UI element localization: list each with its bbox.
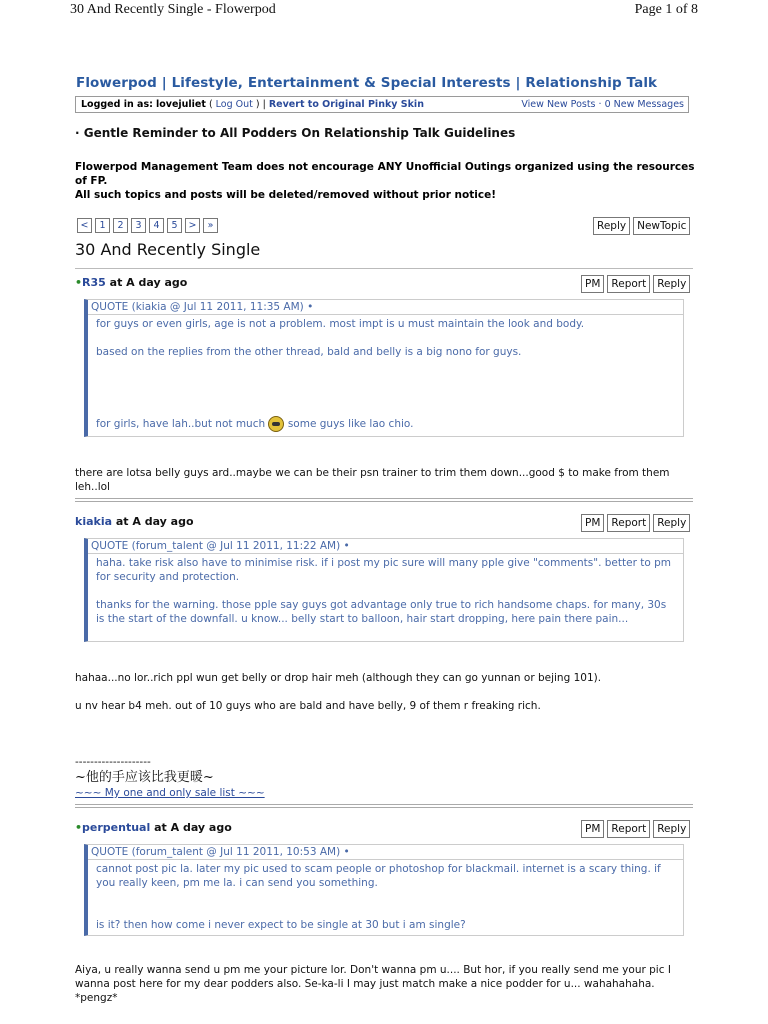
pager-page-1[interactable]: 1 (95, 218, 110, 233)
post-author-link[interactable]: kiakia (75, 515, 113, 528)
quote-line: for guys or even girls, age is not a problem. most impt is u must maintain the look and body. (96, 318, 585, 330)
thread-actions (593, 217, 690, 235)
guidelines-reminder-link[interactable]: · Gentle Reminder to All Podders On Relationship Talk Guidelines (75, 126, 516, 140)
post-author-link[interactable]: R35 (82, 276, 106, 289)
post-actions (581, 275, 690, 293)
paren-close: ) | (252, 99, 269, 110)
reply-button[interactable]: Reply (653, 275, 690, 293)
reply-button[interactable]: Reply (593, 217, 630, 235)
post-author-line (75, 821, 232, 834)
quote-line: is it? then how come i never expect to be single at 30 but i am single? (96, 919, 466, 931)
login-bar-right (521, 97, 684, 113)
quote-block (84, 844, 684, 936)
breadcrumb-site[interactable]: Flowerpod (76, 75, 157, 91)
new-messages-link[interactable]: 0 New Messages (604, 99, 684, 110)
post-author-link[interactable]: perpentual (82, 821, 151, 834)
document-title: 30 And Recently Single - Flowerpod (70, 2, 276, 17)
signature-text: ~他的手应该比我更暖~ (75, 770, 214, 785)
revert-skin-link[interactable]: Revert to Original Pinky Skin (268, 99, 424, 110)
divider (75, 268, 693, 269)
report-button[interactable]: Report (607, 514, 650, 532)
new-topic-button[interactable]: NewTopic (633, 217, 690, 235)
emoticon-icon (268, 416, 284, 432)
reply-button[interactable]: Reply (653, 514, 690, 532)
quote-line-with-emoticon (96, 416, 675, 432)
signature-sale-list-link[interactable]: ~~~ My one and only sale list ~~~ (75, 787, 265, 799)
breadcrumb-separator: | (515, 75, 521, 91)
report-button[interactable]: Report (607, 820, 650, 838)
quote-line: haha. take risk also have to minimise risk. if i post my pic sure will many pple give "comments". better to pm for security and protection. (96, 557, 672, 583)
post-body: Aiya, u really wanna send u pm me your picture lor. Don't wanna pm u.... But hor, if you really send me your pic I wanna post here for my dear podders also. Se-ka-li I may just match make a nice podder for u... wahahahaha. *pengz* (75, 964, 671, 1004)
login-username[interactable]: lovejuliet (155, 99, 206, 110)
pm-button[interactable]: PM (581, 820, 604, 838)
post-time: at A day ago (154, 821, 232, 834)
post-body: u nv hear b4 meh. out of 10 guys who are bald and have belly, 9 of them r freaking rich. (75, 700, 541, 712)
breadcrumb-forum[interactable]: Relationship Talk (525, 75, 658, 91)
pm-button[interactable]: PM (581, 514, 604, 532)
notice-line-1: Flowerpod Management Team does not encourage ANY Unofficial Outings organized using the resources of FP. (75, 161, 695, 187)
pager-page-5[interactable]: 5 (167, 218, 182, 233)
quote-body (88, 315, 683, 432)
online-dot: • (75, 821, 83, 834)
login-bar (75, 96, 689, 113)
breadcrumb-separator: | (161, 75, 167, 91)
pager-last-button[interactable]: » (203, 218, 218, 233)
quote-body (88, 860, 683, 932)
paren-open: ( (208, 99, 216, 110)
pagination (77, 218, 218, 233)
reply-button[interactable]: Reply (653, 820, 690, 838)
report-button[interactable]: Report (607, 275, 650, 293)
breadcrumb (76, 75, 657, 91)
notice-line-2: All such topics and posts will be deleted/removed without prior notice! (75, 189, 496, 201)
logout-link[interactable]: Log Out (215, 99, 253, 110)
quote-line: based on the replies from the other thread, bald and belly is a big nono for guys. (96, 346, 522, 358)
post-divider (75, 498, 693, 502)
links-separator: · (598, 99, 605, 110)
signature-separator: -------------------- (75, 756, 151, 768)
quote-header: QUOTE (forum_talent @ Jul 11 2011, 10:53 AM) • (88, 845, 683, 860)
pager-prev-button[interactable]: < (77, 218, 92, 233)
post-actions (581, 820, 690, 838)
view-new-posts-link[interactable]: View New Posts (521, 99, 596, 110)
pm-button[interactable]: PM (581, 275, 604, 293)
post-divider (75, 804, 693, 808)
quote-header: QUOTE (forum_talent @ Jul 11 2011, 11:22 AM) • (88, 539, 683, 554)
post-actions (581, 514, 690, 532)
management-notice (75, 160, 695, 202)
post-body: hahaa...no lor..rich ppl wun get belly or drop hair meh (although they can go yunnan or bejing 101). (75, 672, 602, 684)
post-time: at A day ago (115, 515, 194, 528)
quote-line: for girls, have lah..but not much (96, 418, 266, 430)
quote-line: some guys like lao chio. (287, 418, 414, 430)
pager-page-2[interactable]: 2 (113, 218, 128, 233)
post-time: at A day ago (109, 276, 188, 289)
print-header (0, 0, 768, 22)
pager-next-button[interactable]: > (185, 218, 200, 233)
login-prefix: Logged in as: (81, 99, 153, 110)
quote-block (84, 538, 684, 642)
breadcrumb-section[interactable]: Lifestyle, Entertainment & Special Interests (171, 75, 511, 91)
quote-header: QUOTE (kiakia @ Jul 11 2011, 11:35 AM) • (88, 300, 683, 315)
pager-page-4[interactable]: 4 (149, 218, 164, 233)
pager-page-3[interactable]: 3 (131, 218, 146, 233)
page-number: Page 1 of 8 (634, 2, 698, 17)
online-dot: • (75, 276, 83, 289)
quote-line: thanks for the warning. those pple say guys got advantage only true to rich handsome chaps. for many, 30s is the start of the downfall. u know... belly start to balloon, hair start dropping, here pain there pain... (96, 599, 667, 625)
thread-title: 30 And Recently Single (75, 240, 261, 259)
quote-block (84, 299, 684, 437)
quote-body (88, 554, 683, 626)
post-author-line (75, 515, 194, 528)
post-body: there are lotsa belly guys ard..maybe we can be their psn trainer to trim them down...good $ to make from them leh..lol (75, 467, 670, 493)
post-author-line (75, 276, 187, 289)
quote-line: cannot post pic la. later my pic used to scam people or photoshop for blackmail. internet is a scary thing. if you really keen, pm me la. i can send you something. (96, 863, 661, 889)
